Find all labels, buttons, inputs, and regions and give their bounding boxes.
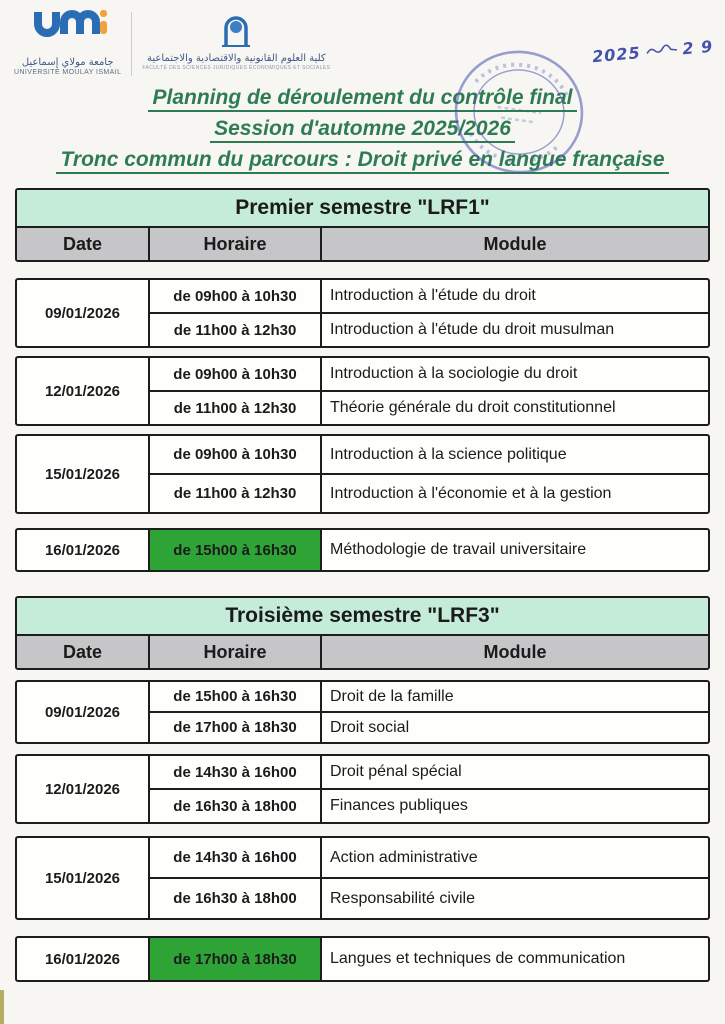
document-titles: [0, 86, 725, 179]
module-cell: Droit pénal spécial: [330, 763, 462, 780]
row-group: [15, 754, 710, 824]
row-group: [15, 356, 710, 426]
table-2-column-header-row: [17, 636, 708, 668]
module-cell: Méthodologie de travail universitaire: [330, 541, 587, 558]
scan-edge-artifact: [0, 990, 4, 1024]
module-cell: Droit de la famille: [330, 687, 454, 705]
table-row: [150, 711, 708, 742]
module-cell: Introduction à l'étude du droit: [330, 287, 536, 304]
module-cell: Action administrative: [330, 848, 478, 866]
module-cell: Introduction à la sociologie du droit: [330, 365, 578, 382]
row-group: [15, 680, 710, 744]
handwritten-day: 2 9: [681, 36, 714, 59]
faculty-logo: [142, 8, 330, 72]
document-title-line2: Session d'automne 2025/2026: [210, 117, 515, 143]
row-group: [15, 278, 710, 348]
date-cell: 16/01/2026: [17, 530, 150, 570]
module-cell: Langues et techniques de communication: [330, 950, 626, 967]
time-cell: de 16h30 à 18h00: [150, 790, 322, 822]
module-cell: Introduction à l'économie et à la gestion: [330, 484, 612, 502]
table-row: [150, 938, 708, 980]
time-cell-highlighted: de 17h00 à 18h30: [150, 938, 322, 980]
date-cell: 15/01/2026: [17, 436, 150, 512]
table-row: [150, 312, 708, 346]
time-cell: de 16h30 à 18h00: [150, 879, 322, 918]
date-cell: 09/01/2026: [17, 682, 150, 742]
table-row: [150, 358, 708, 390]
faculty-name-latin: FACULTÉ DES SCIENCES JURIDIQUES ÉCONOMIQUES ET SOCIALES: [142, 65, 331, 71]
module-cell: Responsabilité civile: [330, 889, 475, 907]
table-row: [150, 473, 708, 512]
module-cell: Droit social: [330, 718, 410, 736]
date-cell: 12/01/2026: [17, 756, 150, 822]
table-row: [150, 280, 708, 312]
document-title-line1: Planning de déroulement du contrôle final: [148, 86, 576, 112]
table-row: [150, 682, 708, 711]
handwritten-squiggle-icon: [643, 40, 679, 62]
time-cell: de 11h00 à 12h30: [150, 475, 322, 512]
time-cell: de 11h00 à 12h30: [150, 314, 322, 346]
table-1-header-box: [15, 188, 710, 262]
university-name-arabic: جامعة مولاي إسماعيل: [21, 57, 114, 68]
time-cell: de 14h30 à 16h00: [150, 838, 322, 877]
time-cell: de 17h00 à 18h30: [150, 713, 322, 742]
table-2-title: Troisième semestre "LRF3": [17, 598, 708, 636]
handwritten-date-note: [591, 37, 714, 67]
column-header-module: Module: [483, 641, 547, 662]
table-row: [150, 838, 708, 877]
module-cell: Théorie générale du droit constitutionnel: [330, 399, 616, 416]
umi-monogram-icon: [24, 8, 112, 57]
logo-divider: [131, 12, 132, 76]
table-row: [150, 530, 708, 570]
date-cell: 09/01/2026: [17, 280, 150, 346]
header-logos: [14, 8, 330, 76]
table-row: [150, 756, 708, 788]
faculty-name-arabic: كلية العلوم القانونية والاقتصادية والاجتماعية: [147, 53, 326, 64]
university-logo: [14, 8, 121, 76]
table-row: [150, 877, 708, 918]
date-cell: 16/01/2026: [17, 938, 150, 980]
date-cell: 15/01/2026: [17, 838, 150, 918]
time-cell: de 09h00 à 10h30: [150, 358, 322, 390]
column-header-date: Date: [17, 636, 150, 668]
table-semester-1: [15, 188, 710, 572]
row-group: [15, 528, 710, 572]
time-cell: de 11h00 à 12h30: [150, 392, 322, 424]
column-header-date: Date: [17, 228, 150, 260]
module-cell: Finances publiques: [330, 797, 468, 814]
column-header-horaire: Horaire: [150, 228, 322, 260]
table-1-title: Premier semestre "LRF1": [17, 190, 708, 228]
time-cell-highlighted: de 15h00 à 16h30: [150, 530, 322, 570]
time-cell: de 14h30 à 16h00: [150, 756, 322, 788]
table-row: [150, 390, 708, 424]
time-cell: de 09h00 à 10h30: [150, 436, 322, 473]
module-cell: Introduction à l'étude du droit musulman: [330, 321, 615, 338]
time-cell: de 09h00 à 10h30: [150, 280, 322, 312]
table-row: [150, 788, 708, 822]
row-group: [15, 836, 710, 920]
university-name-latin: UNIVERSITÉ MOULAY ISMAIL: [14, 69, 122, 76]
column-header-horaire: Horaire: [150, 636, 322, 668]
table-2-header-box: [15, 596, 710, 670]
module-cell: Introduction à la science politique: [330, 445, 567, 463]
document-title-line3: Tronc commun du parcours : Droit privé en langue française: [56, 148, 668, 174]
table-1-column-header-row: [17, 228, 708, 260]
row-group: [15, 434, 710, 514]
date-cell: 12/01/2026: [17, 358, 150, 424]
handwritten-year: 2025: [591, 43, 642, 67]
row-group: [15, 936, 710, 982]
faculty-arch-icon: [214, 8, 258, 53]
table-row: [150, 436, 708, 473]
time-cell: de 15h00 à 16h30: [150, 682, 322, 711]
column-header-module: Module: [483, 233, 547, 254]
table-semester-3: [15, 596, 710, 982]
